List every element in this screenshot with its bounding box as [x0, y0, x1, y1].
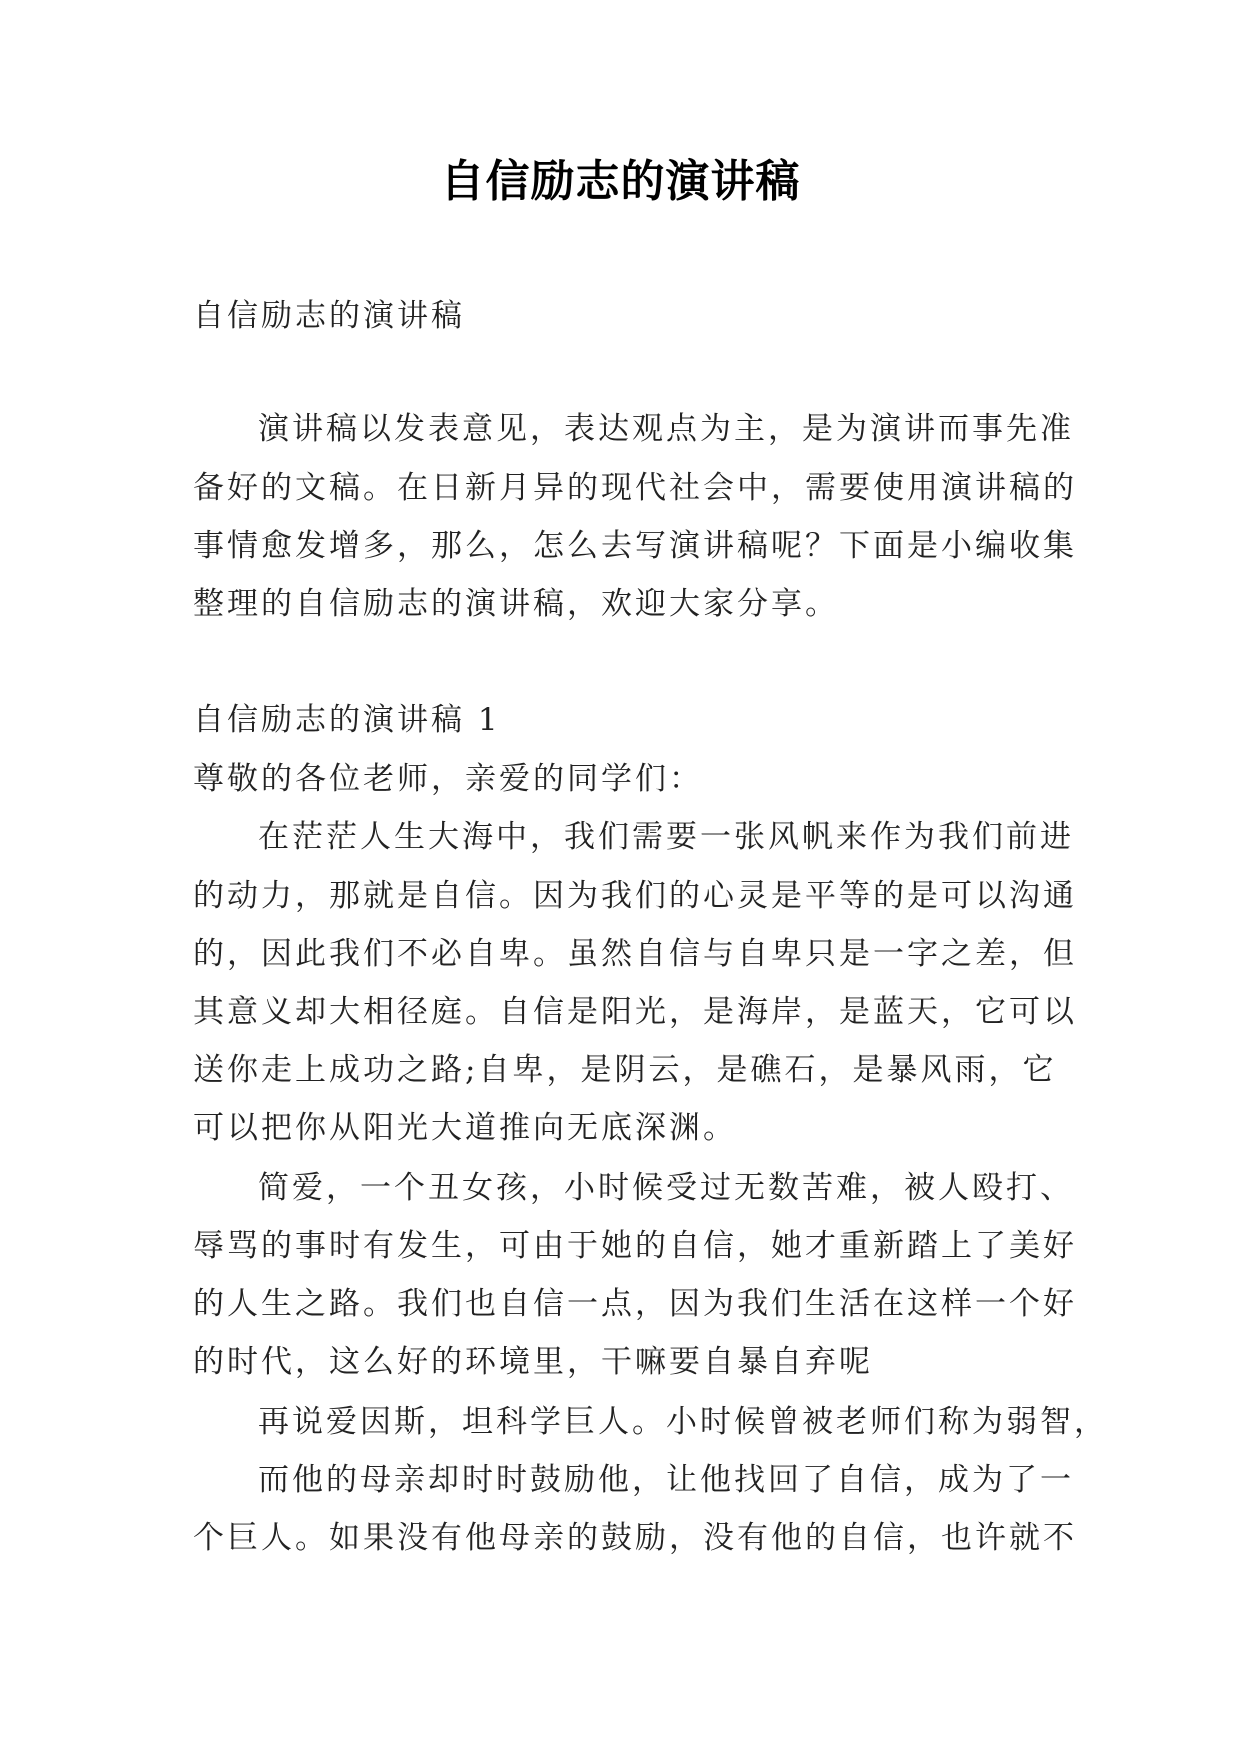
intro-line: 演讲稿以发表意见，表达观点为主，是为演讲而事先准: [258, 411, 1074, 447]
paragraph-line: 再说爱因斯，坦科学巨人。小时候曾被老师们称为弱智，: [258, 1404, 1108, 1440]
paragraph-line: 送你走上成功之路;自卑，是阴云，是礁石，是暴风雨，它: [193, 1052, 1057, 1088]
paragraph-line: 的，因此我们不必自卑。虽然自信与自卑只是一字之差，但: [193, 936, 1077, 972]
paragraph-line: 的动力，那就是自信。因为我们的心灵是平等的是可以沟通: [193, 878, 1077, 914]
section-heading: 自信励志的演讲稿 1: [193, 702, 501, 738]
paragraph-line: 可以把你从阳光大道推向无底深渊。: [193, 1110, 737, 1146]
paragraph-line: 的人生之路。我们也自信一点，因为我们生活在这样一个好: [193, 1286, 1077, 1322]
document-subtitle: 自信励志的演讲稿: [193, 298, 465, 334]
paragraph-line: 而他的母亲却时时鼓励他，让他找回了自信，成为了一: [258, 1462, 1074, 1498]
paragraph-line: 的时代，这么好的环境里，干嘛要自暴自弃呢: [193, 1344, 873, 1380]
intro-line: 整理的自信励志的演讲稿，欢迎大家分享。: [193, 586, 839, 622]
intro-line: 事情愈发增多，那么，怎么去写演讲稿呢？下面是小编收集: [193, 528, 1077, 564]
paragraph-line: 在茫茫人生大海中，我们需要一张风帆来作为我们前进: [258, 819, 1074, 855]
paragraph-line: 个巨人。如果没有他母亲的鼓励，没有他的自信，也许就不: [193, 1520, 1077, 1556]
paragraph-line: 辱骂的事时有发生，可由于她的自信，她才重新踏上了美好: [193, 1228, 1077, 1264]
paragraph-line: 其意义却大相径庭。自信是阳光，是海岸，是蓝天，它可以: [193, 994, 1077, 1030]
intro-line: 备好的文稿。在日新月异的现代社会中，需要使用演讲稿的: [193, 470, 1077, 506]
paragraph-line: 简爱，一个丑女孩，小时候受过无数苦难，被人殴打、: [258, 1170, 1074, 1206]
document-title: 自信励志的演讲稿: [440, 156, 801, 207]
salutation: 尊敬的各位老师，亲爱的同学们：: [193, 761, 703, 797]
